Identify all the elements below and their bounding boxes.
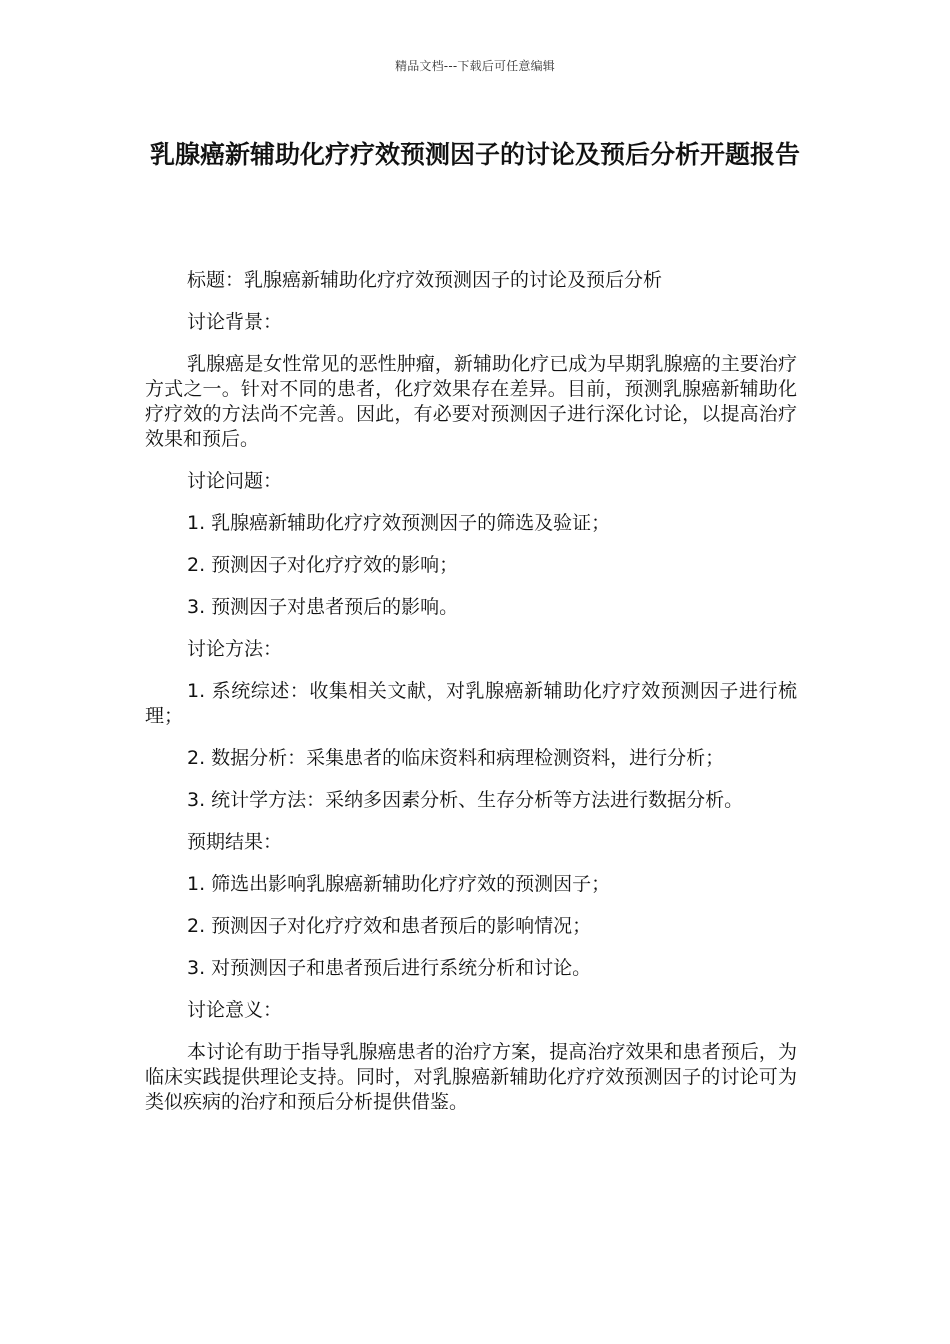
method-item: 2. 数据分析：采集患者的临床资料和病理检测资料，进行分析；: [187, 747, 725, 769]
section-heading-methods: 讨论方法：: [187, 638, 283, 660]
section-heading-background: 讨论背景：: [187, 311, 283, 333]
background-paragraph: 乳腺癌是女性常见的恶性肿瘤，新辅助化疗已成为早期乳腺癌的主要治疗方式之一。针对不同的患者，化疗效果存在差异。目前，预测乳腺癌新辅助化疗疗效的方法尚不完善。因此，有必要对预测因子进行深化讨论，以提高治疗效果和预后。: [145, 353, 797, 450]
result-item: 1. 筛选出影响乳腺癌新辅助化疗疗效的预测因子；: [187, 873, 611, 895]
method-item: 3. 统计学方法：采纳多因素分析、生存分析等方法进行数据分析。: [187, 789, 744, 811]
question-item: 2. 预测因子对化疗疗效的影响；: [187, 554, 459, 576]
significance-paragraph: 本讨论有助于指导乳腺癌患者的治疗方案，提高治疗效果和患者预后，为临床实践提供理论支持。同时，对乳腺癌新辅助化疗疗效预测因子的讨论可为类似疾病的治疗和预后分析提供借鉴。: [145, 1041, 797, 1113]
section-heading-significance: 讨论意义：: [187, 999, 283, 1021]
section-heading-questions: 讨论问题：: [187, 470, 283, 492]
document-body: [145, 268, 797, 1132]
method-item: 1. 系统综述：收集相关文献，对乳腺癌新辅助化疗疗效预测因子进行梳理；: [145, 680, 797, 727]
subject-line: 标题：乳腺癌新辅助化疗疗效预测因子的讨论及预后分析: [187, 269, 663, 291]
result-item: 2. 预测因子对化疗疗效和患者预后的影响情况；: [187, 915, 592, 937]
question-item: 3. 预测因子对患者预后的影响。: [187, 596, 459, 618]
document-title: 乳腺癌新辅助化疗疗效预测因子的讨论及预后分析开题报告: [149, 140, 800, 169]
section-heading-results: 预期结果：: [187, 831, 283, 853]
header-note: 精品文档---下载后可任意编辑: [395, 59, 555, 73]
result-item: 3. 对预测因子和患者预后进行系统分析和讨论。: [187, 957, 592, 979]
question-item: 1. 乳腺癌新辅助化疗疗效预测因子的筛选及验证；: [187, 512, 611, 534]
